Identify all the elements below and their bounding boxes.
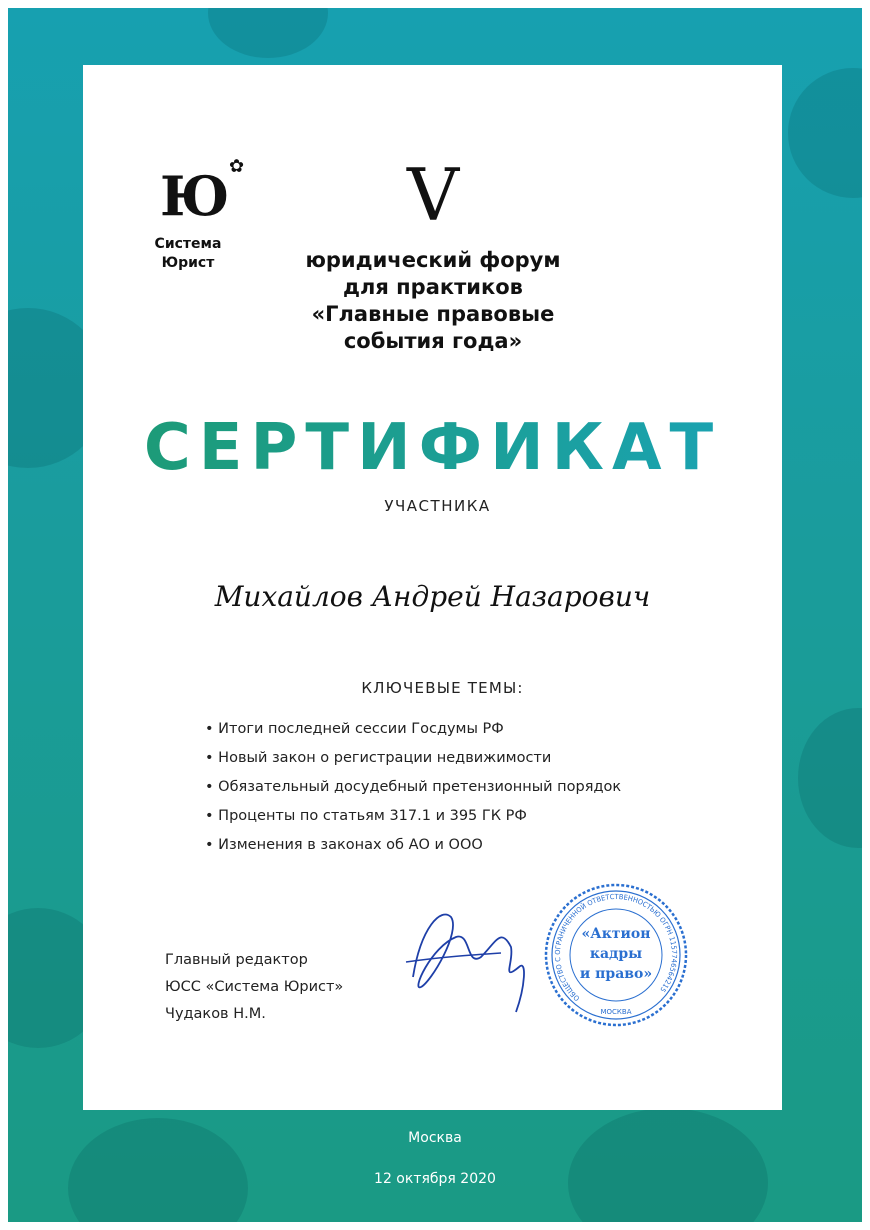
list-item: • Проценты по статьям 317.1 и 395 ГК РФ	[205, 802, 621, 831]
list-item: • Изменения в законах об АО и ООО	[205, 831, 621, 860]
certificate-card	[83, 65, 782, 1110]
stamp-ring-text: ОБЩЕСТВО С ОГРАНИЧЕННОЙ ОТВЕТСТВЕННОСТЬЮ ОГРН 1157746564215	[553, 892, 679, 1003]
decorative-swirl	[788, 68, 862, 198]
footer-city: Москва	[408, 1130, 462, 1146]
flower-icon: ✿	[229, 156, 245, 177]
decorative-swirl	[798, 708, 862, 848]
decorative-swirl	[568, 1108, 768, 1222]
event-title: юридический форум для практиков «Главные правовые события года»	[305, 248, 561, 353]
list-item: • Новый закон о регистрации недвижимости	[205, 744, 621, 773]
stamp-center-line: кадры	[589, 946, 643, 962]
stamp-center-line: и право»	[579, 966, 653, 982]
logo: Ю	[160, 164, 230, 228]
topics-heading: КЛЮЧЕВЫЕ ТЕМЫ:	[361, 679, 524, 697]
list-item: • Итоги последней сессии Госдумы РФ	[205, 715, 621, 744]
recipient-name: Михайлов Андрей Назарович	[214, 580, 651, 613]
decorative-swirl	[208, 8, 328, 58]
list-item: • Обязательный досудебный претензионный порядок	[205, 773, 621, 802]
event-number: V	[407, 153, 459, 237]
signature	[401, 887, 536, 1017]
footer-date: 12 октября 2020	[374, 1171, 496, 1187]
signatory: Главный редактор ЮСС «Система Юрист» Чудаков Н.М.	[165, 952, 344, 1022]
stamp	[541, 880, 691, 1030]
logo-text: Система Юрист	[154, 236, 222, 271]
stamp-center-line: «Актион	[581, 926, 651, 942]
certificate-subtitle: УЧАСТНИКА	[384, 497, 491, 515]
certificate-title: СЕРТИФИКАТ	[83, 410, 782, 486]
stamp-city: МОСКВА	[600, 1008, 632, 1016]
topics-list	[205, 715, 621, 860]
